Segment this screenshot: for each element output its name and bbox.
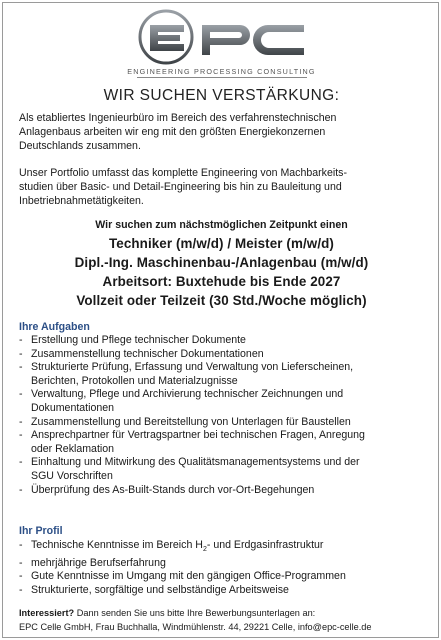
text-line: Strukturierte Prüfung, Erfassung und Verwaltung von Lieferscheinen, (31, 361, 354, 374)
list-item: - mehrjährige Berufserfahrung (19, 557, 429, 571)
text-line: Anlagenbaus arbeiten wir eng mit den größten Energiekonzernen (19, 126, 326, 138)
search-intro: Wir suchen zum nächstmöglichen Zeitpunkt einen (95, 219, 348, 231)
epc-logo-icon (136, 9, 308, 67)
text-line: oder Reklamation (31, 442, 115, 455)
text-line: Zusammenstellung technischer Dokumentationen (31, 347, 264, 360)
contact-address[interactable]: EPC Celle GmbH, Frau Buchhalla, Windmühlenstr. 44, 29221 Celle, info@epc-celle.de (19, 622, 372, 632)
text-line: Strukturierte, sorgfältige und selbständige Arbeitsweise (31, 583, 289, 596)
text-line: Einhaltung und Mitwirkung des Qualitätsmanagementsystems und der (31, 456, 360, 469)
intro-paragraph-2 (19, 166, 429, 208)
page-headline: WIR SUCHEN VERSTÄRKUNG: (103, 87, 340, 104)
text-line: studien über Basic- und Detail-Engineering bis hin zu Bauleitung und (19, 181, 342, 193)
text-line: SGU Vorschriften (31, 469, 113, 482)
text-line: Erstellung und Pflege technischer Dokumente (31, 334, 246, 346)
list-item: - Einhaltung und Mitwirkung des Qualitätsmanagementsystems und der SGU Vorschriften (19, 456, 429, 483)
position-title-1: Techniker (m/w/d) / Meister (m/w/d) (109, 236, 334, 251)
text-line: Technische Kenntnisse im Bereich H (31, 539, 203, 551)
text-line: Gute Kenntnisse im Umgang mit den gängigen Office-Programmen (31, 570, 346, 583)
contact-line-1 (19, 607, 434, 620)
job-ad-frame (2, 2, 439, 638)
list-item: - Verwaltung, Pflege und Archivierung technischer Zeichnungen und Dokumentationen (19, 388, 429, 415)
text-line: Als etabliertes Ingenieurbüro im Bereich des verfahrenstechnischen (19, 112, 337, 124)
list-item: - Überprüfung des As-Built-Stands durch vor-Ort-Begehungen (19, 484, 429, 498)
list-item: - Gute Kenntnisse im Umgang mit den gängigen Office-Programmen (19, 570, 429, 584)
logo-divider (137, 77, 307, 78)
text-line: Unser Portfolio umfasst das komplette Engineering von Machbarkeits- (19, 167, 347, 179)
list-item: - Zusammenstellung und Bereitstellung von Unterlagen für Baustellen (19, 416, 429, 430)
list-item: - Technische Kenntnisse im Bereich $H_2-$ und Erdgasinfrastruktur (19, 539, 324, 554)
company-logo (3, 7, 440, 83)
text-line: - und Erdgasinfrastruktur (206, 539, 324, 551)
subscript: 2 (202, 546, 207, 554)
tasks-heading: Ihre Aufgaben (19, 321, 90, 333)
profile-list (19, 539, 429, 597)
text-line: Inbetriebnahmetätigkeiten. (19, 195, 144, 207)
text-line: Ansprechpartner für Vertragspartner bei technischen Fragen, Anregung (31, 429, 365, 442)
text-line: Berichten, Protokollen und Materialzugnisse (31, 374, 238, 387)
contact-lead: Interessiert? (19, 608, 75, 618)
profile-heading: Ihr Profil (19, 525, 63, 537)
tasks-list (19, 334, 429, 497)
text-line: Verwaltung, Pflege und Archivierung technischer Zeichnungen und (31, 388, 344, 401)
list-item: - Strukturierte Prüfung, Erfassung und Verwaltung von Lieferscheinen, Berichten, Protokollen und Materialzugnisse (19, 361, 429, 388)
logo-tagline: ENGINEERING PROCESSING CONSULTING (127, 67, 316, 76)
position-title-2: Dipl.-Ing. Maschinenbau-/Anlagenbau (m/w/d) (74, 255, 369, 270)
text-line: Zusammenstellung und Bereitstellung von Unterlagen für Baustellen (31, 415, 351, 428)
list-item: - Ansprechpartner für Vertragspartner bei technischen Fragen, Anregung oder Reklamation (19, 429, 429, 456)
text-line: mehrjährige Berufserfahrung (31, 556, 166, 569)
working-hours: Vollzeit oder Teilzeit (30 Std./Woche möglich) (76, 293, 367, 308)
text-line: Deutschlands zusammen. (19, 140, 141, 152)
text-line: Dokumentationen (31, 401, 115, 414)
contact-instruction: Dann senden Sie uns bitte Ihre Bewerbungsunterlagen an: (74, 608, 316, 618)
list-item: - Strukturierte, sorgfältige und selbständige Arbeitsweise (19, 584, 429, 598)
list-item: - Erstellung und Pflege technischer Dokumente (19, 334, 429, 348)
work-location: Arbeitsort: Buxtehude bis Ende 2027 (102, 274, 341, 289)
text-line: Überprüfung des As-Built-Stands durch vor-Ort-Begehungen (31, 483, 315, 496)
list-item: - Zusammenstellung technischer Dokumentationen (19, 348, 429, 362)
intro-paragraph-1 (19, 111, 429, 153)
